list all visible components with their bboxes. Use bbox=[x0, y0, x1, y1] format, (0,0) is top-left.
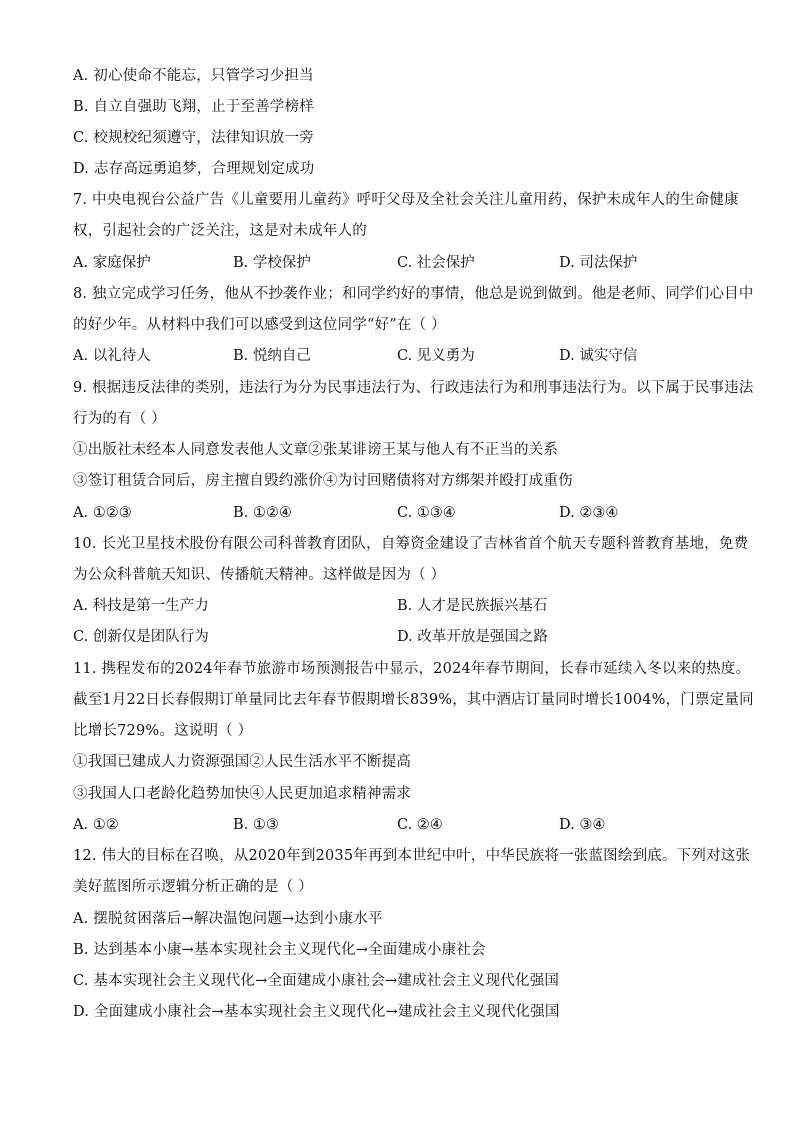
q11-item-line-2: ③我国人口老龄化趋势加快④人民更加追求精神需求 bbox=[73, 786, 412, 802]
q8-option-a: A. 以礼待人 bbox=[73, 348, 151, 364]
q9-options bbox=[73, 503, 733, 523]
q12-stem-line-1: 12. 伟大的目标在召唤，从2020年到2035年再到本世纪中叶，中华民族将一张蓝图绘到底。下列对这张 bbox=[73, 848, 751, 864]
q6-option-c: C. 校规校纪须遵守，法律知识放一旁 bbox=[73, 130, 314, 146]
q8-options bbox=[73, 346, 733, 366]
q10-options-row-2 bbox=[73, 627, 733, 647]
q9-stem-line-2: 行为的有（ ） bbox=[73, 411, 167, 427]
q6-option-b: B. 自立自强助飞翔，止于至善学榜样 bbox=[73, 99, 314, 115]
q7-stem-line-2: 权，引起社会的广泛关注，这是对未成年人的 bbox=[73, 223, 367, 239]
q10-option-b: B. 人才是民族振兴基石 bbox=[397, 598, 548, 614]
q11-option-b: B. ①③ bbox=[233, 817, 279, 833]
q12-option-d: D. 全面建成小康社会→基本实现社会主义现代化→建成社会主义现代化强国 bbox=[73, 1004, 560, 1020]
q7-option-b: B. 学校保护 bbox=[233, 255, 311, 271]
q9-option-b: B. ①②④ bbox=[233, 505, 292, 521]
q9-option-a: A. ①②③ bbox=[73, 505, 132, 521]
q9-item-line-1: ①出版社未经本人同意发表他人文章②张某诽谤王某与他人有不正当的关系 bbox=[73, 442, 559, 458]
q11-option-d: D. ③④ bbox=[559, 817, 606, 833]
q11-stem-line-3: 比增长729%。这说明（ ） bbox=[73, 723, 253, 739]
q7-options bbox=[73, 253, 733, 273]
q8-stem-line-1: 8. 独立完成学习任务，他从不抄袭作业；和同学约好的事情，他总是说到做到。他是老师、同学们心目中 bbox=[73, 286, 754, 302]
q7-stem-line-1: 7. 中央电视台公益广告《儿童要用儿童药》呼吁父母及全社会关注儿童用药，保护未成年人的生命健康 bbox=[73, 192, 739, 208]
q9-option-c: C. ①③④ bbox=[397, 505, 456, 521]
q6-option-a: A. 初心使命不能忘，只管学习少担当 bbox=[73, 68, 314, 84]
q8-option-c: C. 见义勇为 bbox=[397, 348, 475, 364]
q7-option-d: D. 司法保护 bbox=[559, 255, 638, 271]
q10-option-a: A. 科技是第一生产力 bbox=[73, 598, 209, 614]
q8-stem-line-2: 的好少年。从材料中我们可以感受到这位同学“好”在（ ） bbox=[73, 317, 446, 333]
q8-option-d: D. 诚实守信 bbox=[559, 348, 638, 364]
q11-option-c: C. ②④ bbox=[397, 817, 443, 833]
q9-stem-line-1: 9. 根据违反法律的类别，违法行为分为民事违法行为、行政违法行为和刑事违法行为。以下属于民事违法 bbox=[73, 380, 754, 396]
q12-option-b: B. 达到基本小康→基本实现社会主义现代化→全面建成小康社会 bbox=[73, 942, 486, 958]
q12-option-c: C. 基本实现社会主义现代化→全面建成小康社会→建成社会主义现代化强国 bbox=[73, 973, 560, 989]
q11-stem-line-1: 11. 携程发布的2024年春节旅游市场预测报告中显示，2024年春节期间，长春市延续入冬以来的热度。 bbox=[73, 661, 751, 677]
q10-option-c: C. 创新仅是团队行为 bbox=[73, 629, 209, 645]
q10-stem-line-1: 10. 长光卫星技术股份有限公司科普教育团队，自筹资金建设了吉林省首个航天专题科普教育基地，免费 bbox=[73, 536, 749, 552]
q10-stem-line-2: 为公众科普航天知识、传播航天精神。这样做是因为（ ） bbox=[73, 567, 446, 583]
q7-option-a: A. 家庭保护 bbox=[73, 255, 151, 271]
q11-item-line-1: ①我国已建成人力资源强国②人民生活水平不断提高 bbox=[73, 754, 412, 770]
q10-option-d: D. 改革开放是强国之路 bbox=[397, 629, 548, 645]
q6-option-d: D. 志存高远勇追梦，合理规划定成功 bbox=[73, 161, 315, 177]
q9-item-line-2: ③签订租赁合同后，房主擅自毁约涨价④为讨回赌债将对方绑架并殴打成重伤 bbox=[73, 473, 573, 489]
q11-stem-line-2: 截至1月22日长春假期订单量同比去年春节假期增长839%，其中酒店订量同时增长1004%，门票定量同 bbox=[73, 692, 754, 708]
q10-options-row-1 bbox=[73, 596, 733, 616]
q9-option-d: D. ②③④ bbox=[559, 505, 619, 521]
q8-option-b: B. 悦纳自己 bbox=[233, 348, 311, 364]
q7-option-c: C. 社会保护 bbox=[397, 255, 475, 271]
q12-option-a: A. 摆脱贫困落后→解决温饱问题→达到小康水平 bbox=[73, 911, 383, 927]
q11-options bbox=[73, 815, 733, 835]
q11-option-a: A. ①② bbox=[73, 817, 119, 833]
q12-stem-line-2: 美好蓝图所示逻辑分析正确的是（ ） bbox=[73, 879, 314, 895]
